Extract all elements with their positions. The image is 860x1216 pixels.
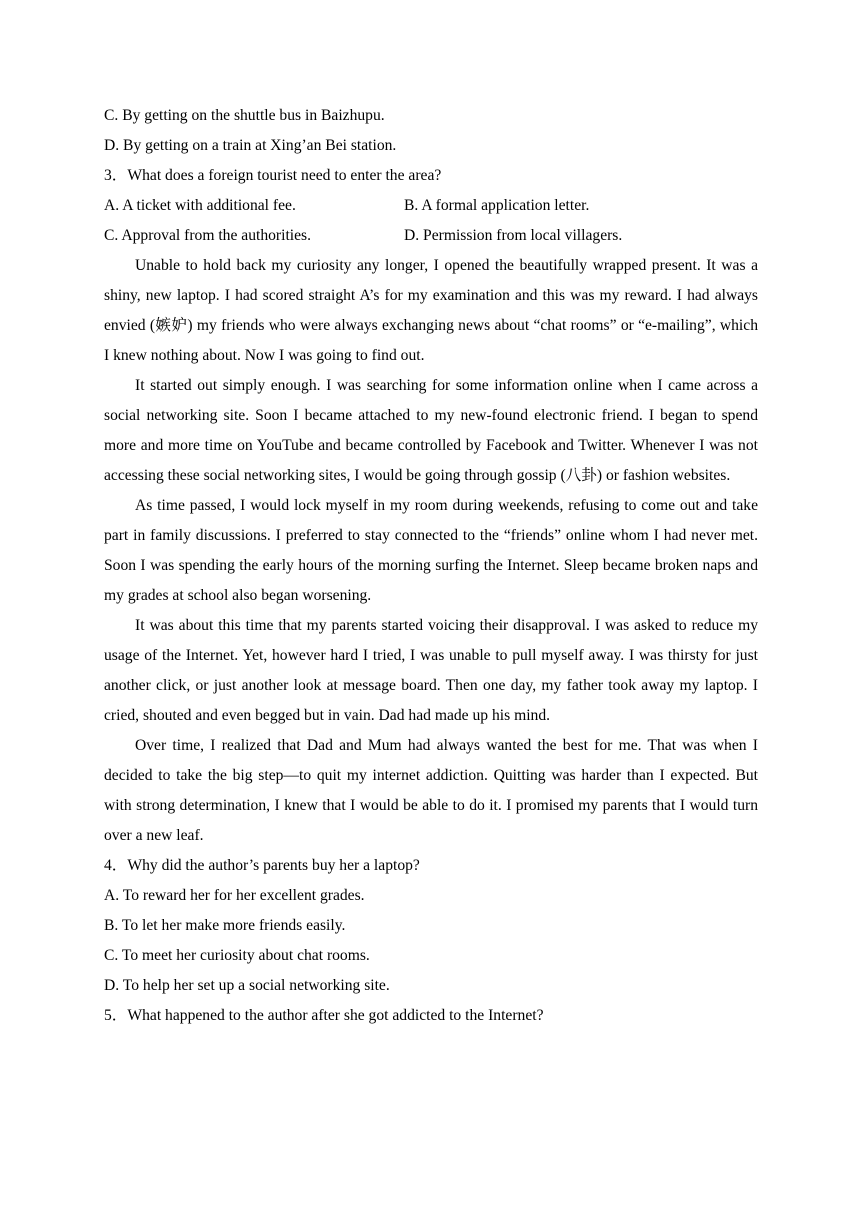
q3-option-a: A. A ticket with additional fee.: [104, 197, 296, 214]
q5-question: 5．What happened to the author after she got addicted to the Internet?: [104, 1007, 544, 1024]
q4-option-b: B. To let her make more friends easily.: [104, 917, 346, 934]
q3-options-row-1: [104, 191, 758, 221]
q3-option-b: B. A formal application letter.: [404, 197, 590, 214]
q3-question: 3．What does a foreign tourist need to enter the area?: [104, 167, 442, 184]
q4-option-a: A. To reward her for her excellent grades.: [104, 887, 365, 904]
q2-option-c: C. By getting on the shuttle bus in Baizhupu.: [104, 107, 385, 124]
q3-option-d: D. Permission from local villagers.: [404, 227, 623, 244]
q3-option-c: C. Approval from the authorities.: [104, 227, 312, 244]
passage-paragraph-4: It was about this time that my parents started voicing their disapproval. I was asked to reduce my usage of the Internet. Yet, however hard I tried, I was unable to pull myself away. I was thirsty for just another click, or just another look at message board. Then one day, my father took away my laptop. I cried, shouted and even begged but in vain. Dad had made up his mind.: [104, 617, 758, 724]
document-content: [104, 101, 758, 1031]
q3-options-row-2: [104, 221, 758, 251]
passage-paragraph-2: It started out simply enough. I was searching for some information online when I came across a social networking site. Soon I became attached to my new-found electronic friend. I began to spend more and more time on YouTube and became controlled by Facebook and Twitter. Whenever I was not accessing these social networking sites, I would be going through gossip (八卦) or fashion websites.: [104, 377, 758, 484]
q4-question: 4．Why did the author’s parents buy her a laptop?: [104, 857, 420, 874]
q4-option-d: D. To help her set up a social networking site.: [104, 977, 390, 994]
passage-paragraph-1: Unable to hold back my curiosity any longer, I opened the beautifully wrapped present. It was a shiny, new laptop. I had scored straight A’s for my examination and this was my reward. I had always envied (嫉妒) my friends who were always exchanging news about “chat rooms” or “e-mailing”, which I knew nothing about. Now I was going to find out.: [104, 257, 758, 364]
q4-option-c: C. To meet her curiosity about chat rooms.: [104, 947, 370, 964]
passage-paragraph-5: Over time, I realized that Dad and Mum had always wanted the best for me. That was when I decided to take the big step—to quit my internet addiction. Quitting was harder than I expected. But with strong determination, I knew that I would be able to do it. I promised my parents that I would turn over a new leaf.: [104, 737, 758, 844]
q2-option-d: D. By getting on a train at Xing’an Bei station.: [104, 137, 397, 154]
passage-paragraph-3: As time passed, I would lock myself in my room during weekends, refusing to come out and take part in family discussions. I preferred to stay connected to the “friends” online whom I had never met. Soon I was spending the early hours of the morning surfing the Internet. Sleep became broken naps and my grades at school also began worsening.: [104, 497, 758, 604]
